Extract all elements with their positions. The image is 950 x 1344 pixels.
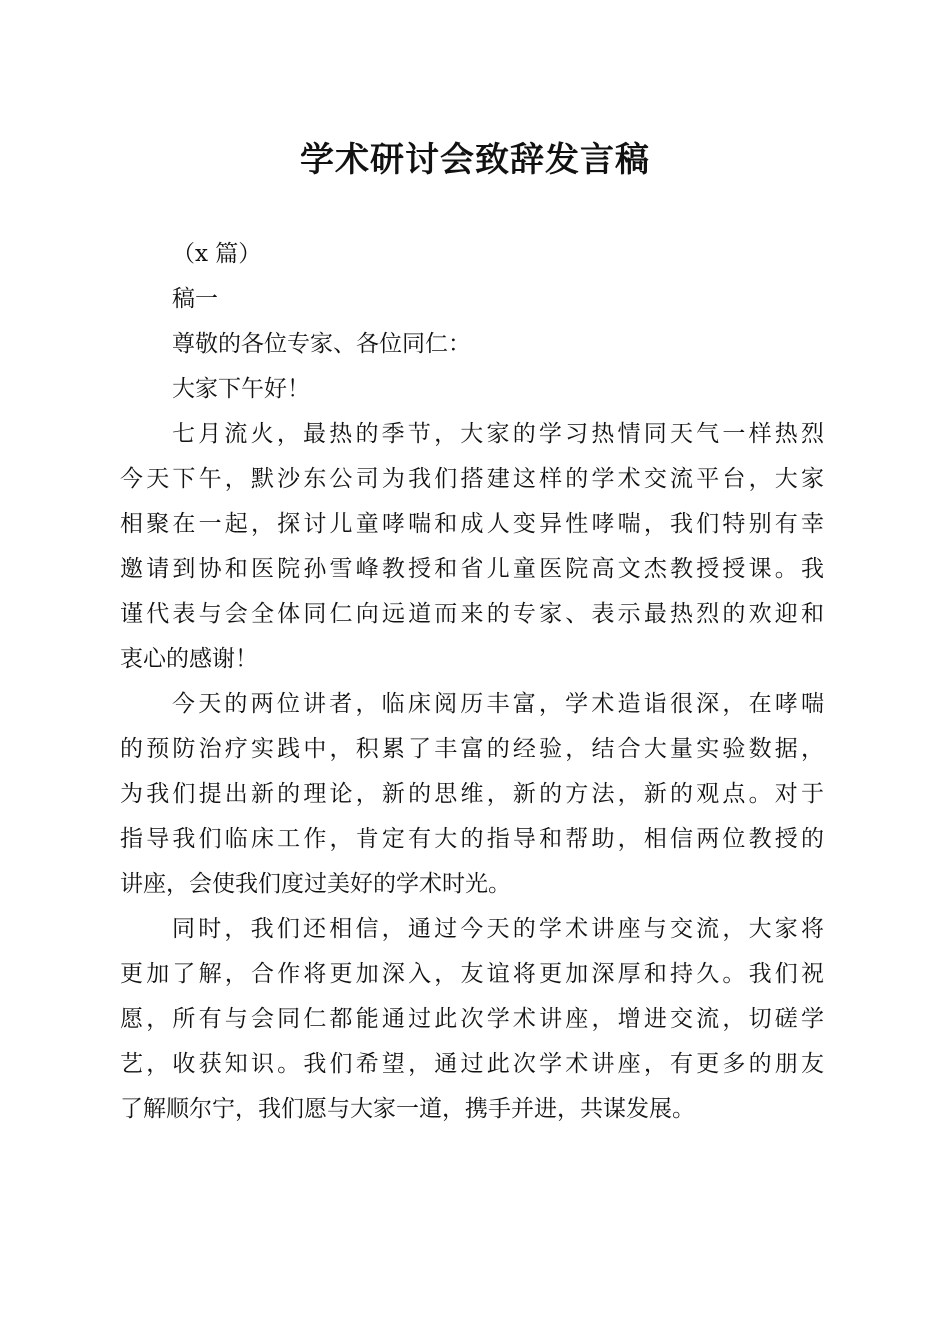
- document-title: 学术研讨会致辞发言稿: [300, 140, 650, 180]
- section-label: 稿一: [172, 286, 218, 312]
- paragraph-line: 七月流火，最热的季节，大家的学习热情同天气一样热烈: [172, 421, 824, 447]
- paragraph-line: 今天的两位讲者，临床阅历丰富，学术造诣很深，在哮喘: [172, 691, 824, 717]
- document-body: [120, 232, 824, 1132]
- edition-note: （x 篇）: [172, 241, 262, 267]
- paragraph-line: 同时，我们还相信，通过今天的学术讲座与交流，大家将: [172, 916, 824, 942]
- paragraph-line: 讲座，会使我们度过美好的学术时光。: [120, 871, 511, 897]
- paragraph-line: 更加了解，合作将更加深入，友谊将更加深厚和持久。我们祝: [120, 961, 824, 987]
- paragraph-line: 愿，所有与会同仁都能通过此次学术讲座，增进交流，切磋学: [120, 1006, 824, 1032]
- greeting: 大家下午好！: [172, 376, 310, 402]
- paragraph-line: 衷心的感谢！: [120, 646, 258, 672]
- salutation: 尊敬的各位专家、各位同仁：: [172, 331, 471, 357]
- paragraph-line: 今天下午，默沙东公司为我们搭建这样的学术交流平台，大家: [120, 466, 824, 492]
- paragraph-line: 邀请到协和医院孙雪峰教授和省儿童医院高文杰教授授课。我: [120, 556, 824, 582]
- paragraph-line: 为我们提出新的理论，新的思维，新的方法，新的观点。对于: [120, 781, 824, 807]
- paragraph-line: 谨代表与会全体同仁向远道而来的专家、表示最热烈的欢迎和: [120, 601, 824, 627]
- paragraph-line: 的预防治疗实践中，积累了丰富的经验，结合大量实验数据，: [120, 736, 824, 762]
- paragraph-line: 艺，收获知识。我们希望，通过此次学术讲座，有更多的朋友: [120, 1051, 824, 1077]
- paragraph-line: 了解顺尔宁，我们愿与大家一道，携手并进，共谋发展。: [120, 1096, 695, 1122]
- paragraph-line: 相聚在一起，探讨儿童哮喘和成人变异性哮喘，我们特别有幸: [120, 511, 824, 537]
- paragraph-line: 指导我们临床工作，肯定有大的指导和帮助，相信两位教授的: [120, 826, 824, 852]
